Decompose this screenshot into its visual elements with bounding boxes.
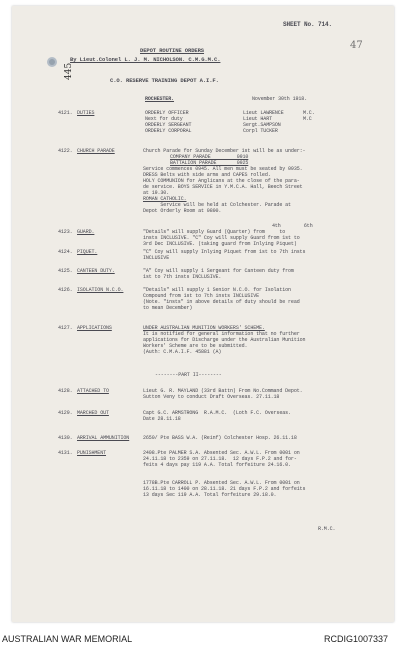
guard-num: 4123. bbox=[58, 229, 73, 235]
punishment-line: 2408.Pte PALMER S.A. Absented Sec. A.W.L. From 0001 on bbox=[143, 450, 300, 456]
duties-unit: M.C. bbox=[303, 110, 315, 116]
guard-line: 3rd Dec INCLUSIVE. (taking guard from Inlying Piquet) bbox=[143, 241, 297, 247]
punishment-line: 1778B.Pte CARROLL P. Absented Sec. A.W.L. From 0001 on bbox=[143, 480, 300, 486]
punishment-head: PUNISHMENT bbox=[77, 450, 107, 456]
punishment-line: 13 days Sec 119 A.A. Total forfeiture 29.18.0. bbox=[143, 492, 277, 498]
header-place: ROCHESTER. bbox=[145, 96, 175, 102]
applications-title: UNDER AUSTRALIAN MUNITION WORKERS' SCHEME. bbox=[143, 325, 265, 331]
ink-stamp bbox=[47, 57, 57, 67]
header-line1: DEPOT ROUTINE ORDERS bbox=[140, 47, 205, 54]
guard-line: "Details" will supply Guard (Quarter) from to bbox=[143, 229, 286, 235]
guard-dates: 4th 6th bbox=[272, 223, 313, 229]
church-line: Service commences 0945. All men must be seated by 0935. bbox=[143, 166, 303, 172]
duties-role: Next for duty bbox=[145, 116, 183, 122]
marched-num: 4129. bbox=[58, 410, 73, 416]
church-line: at 19.30. bbox=[143, 190, 170, 196]
footer-record-id: RCDIG1007337 bbox=[324, 634, 389, 644]
punishment-line: feits 4 days pay 119 A.A. Total forfeiture 24.16.0. bbox=[143, 462, 291, 468]
isolation-line: "Details" will supply 1 Senior N.C.O. for Isolation bbox=[143, 287, 291, 293]
document-page bbox=[12, 6, 394, 622]
guard-line: insts INCLUSIVE. "C" Coy will supply Guard from 1st to bbox=[143, 235, 300, 241]
church-line: DRESS Belts with side arms and CAPES rolled. bbox=[143, 172, 271, 178]
signature-initials: R.M.C. bbox=[318, 526, 336, 532]
isolation-line: Compound from 1st to 7th insts INCLUSIVE bbox=[143, 293, 260, 299]
church-line: BATTALION PARADE 0925 bbox=[170, 160, 249, 166]
piquet-line: INCLUSIVE bbox=[143, 255, 170, 261]
header-line3: C.O. RESERVE TRAINING DEPOT A.I.F. bbox=[110, 77, 219, 84]
sheet-number: SHEET No. 714. bbox=[283, 21, 333, 28]
duties-name: Corpl TUCKER bbox=[243, 128, 278, 134]
guard-head: GUARD. bbox=[77, 229, 95, 235]
part-two-divider: --------PART II-------- bbox=[155, 372, 222, 378]
church-num: 4122. bbox=[58, 148, 73, 154]
applications-head: APPLICATIONS bbox=[77, 325, 112, 331]
punishment-line: 24.11.18 to 2359 on 27.11.18. 12 days F.P.2 and for- bbox=[143, 456, 297, 462]
piquet-line: "C" Coy will supply Inlying Piquet from 1st to 7th insts bbox=[143, 249, 306, 255]
attached-line: Lieut G. R. MAYLAND (33rd Battn) From No.Command Depot. bbox=[143, 388, 303, 394]
canteen-head: CANTEEN DUTY. bbox=[77, 268, 115, 274]
applications-line: Workers' Scheme are to be submitted. bbox=[143, 343, 248, 349]
marched-head: MARCHED OUT bbox=[77, 410, 109, 416]
canteen-line: "A" Coy will supply 1 Sergeant for Canteen duty from bbox=[143, 268, 294, 274]
church-line: de service. BOYS SERVICE in Y.M.C.A. Hall, Beech Street bbox=[143, 184, 303, 190]
arrival-head: ARRIVAL AMMUNITION bbox=[77, 435, 130, 441]
applications-line: applications for Discharge under the Australian Munition bbox=[143, 337, 306, 343]
duties-unit: M.C bbox=[303, 116, 312, 122]
footer-source: AUSTRALIAN WAR MEMORIAL bbox=[2, 634, 133, 644]
church-line: COMPANY PARADE 0910 bbox=[170, 154, 249, 160]
canteen-num: 4125. bbox=[58, 268, 73, 274]
church-line: Service will be held at Colchester. Parade at bbox=[143, 202, 291, 208]
isolation-num: 4126. bbox=[58, 287, 73, 293]
attached-num: 4128. bbox=[58, 388, 73, 394]
duties-role: ORDERLY CORPORAL bbox=[145, 128, 192, 134]
attached-line: Sutton Veny to conduct Draft Overseas. 27.11.18 bbox=[143, 394, 280, 400]
duties-num: 4121. bbox=[58, 110, 73, 116]
duties-role: ORDERLY SERGEANT bbox=[145, 122, 192, 128]
header-date: November 30th 1918. bbox=[252, 96, 308, 102]
arrival-line: 2650/ Pte BASS W.A. (Reinf) Colchester Hosp. 26.11.18 bbox=[143, 435, 297, 441]
marched-line: Date 28.11.18 bbox=[143, 416, 181, 422]
applications-line: (Auth: C.M.A.I.F. 45881 (A) bbox=[143, 349, 222, 355]
duties-name: Sergt.SAMPSON bbox=[243, 122, 281, 128]
church-line: Depot Orderly Room at 0800. bbox=[143, 208, 222, 214]
church-line: ROMAN CATHOLIC. bbox=[143, 196, 187, 202]
marched-line: Capt G.C. ARMSTRONG R.A.M.C. (Loth F.C. Overseas. bbox=[143, 410, 291, 416]
church-line: HOLY COMMUNION for Anglicans at the close of the para- bbox=[143, 178, 300, 184]
church-line: Church Parade for Sunday December 1st will be as under:- bbox=[143, 148, 306, 154]
arrival-num: 4130. bbox=[58, 435, 73, 441]
duties-head: DUTIES bbox=[77, 110, 95, 116]
header-line2: By Lieut.Colonel L. J. M. NICHOLSON. C.M.G.M.C. bbox=[70, 56, 221, 63]
duties-name: Lieut LAWRENCE bbox=[243, 110, 284, 116]
canteen-line: 1st to 7th insts INCLUSIVE. bbox=[143, 274, 222, 280]
punishment-line: 16.11.18 to 1400 on 28.11.18. 21 days F.P.2 and forfeits bbox=[143, 486, 306, 492]
isolation-line: to mean December) bbox=[143, 305, 193, 311]
isolation-head: ISOLATION N.C.O. bbox=[77, 287, 124, 293]
piquet-num: 4124. bbox=[58, 249, 73, 255]
side-number: 445 bbox=[64, 62, 74, 80]
applications-num: 4127. bbox=[58, 325, 73, 331]
punishment-num: 4131. bbox=[58, 450, 73, 456]
piquet-head: PIQUET. bbox=[77, 249, 98, 255]
isolation-line: (Note. "insts" in above details of duty should be read bbox=[143, 299, 300, 305]
duties-role: ORDERLY OFFICER bbox=[145, 110, 189, 116]
applications-line: It is notified for general information that no further bbox=[143, 331, 300, 337]
duties-name: Lieut HART bbox=[243, 116, 273, 122]
folio-handwritten: 47 bbox=[350, 40, 363, 51]
attached-head: ATTACHED TO bbox=[77, 388, 109, 394]
church-head: CHURCH PARADE bbox=[77, 148, 115, 154]
